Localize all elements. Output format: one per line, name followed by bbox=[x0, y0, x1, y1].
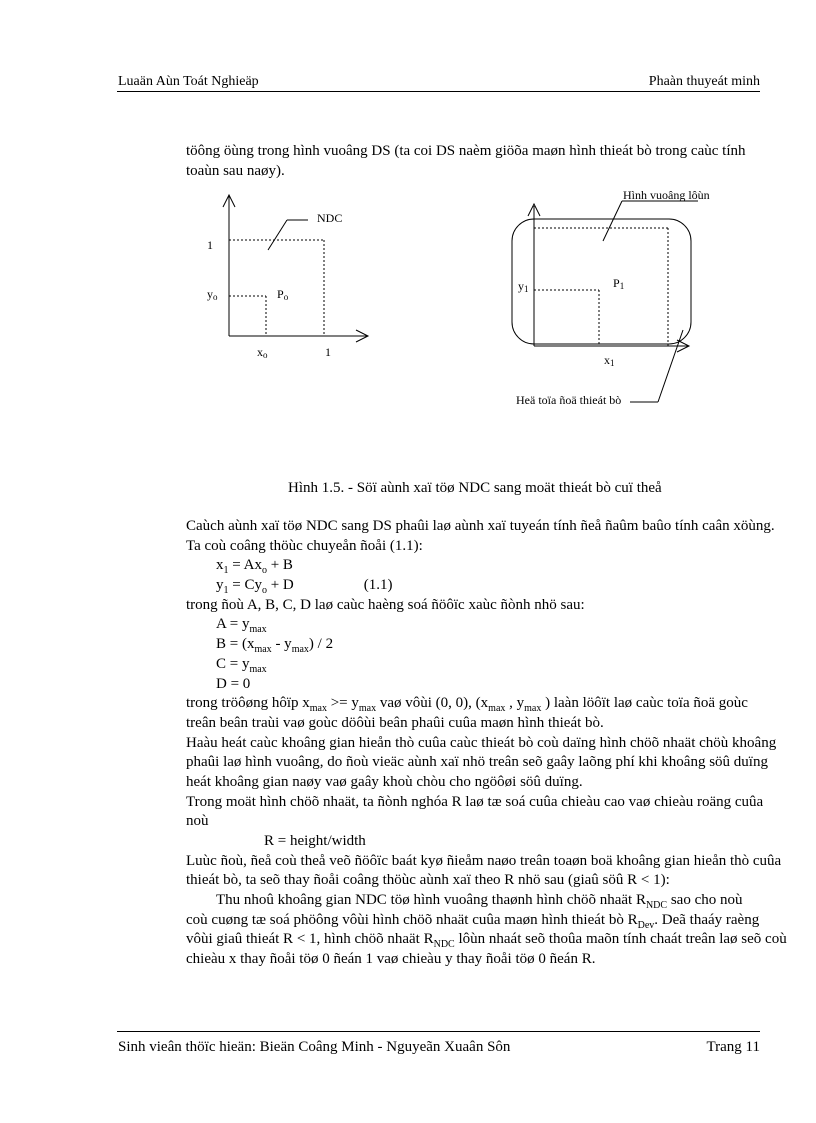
equation-x1: $x_1 = Ax_o + B$ bbox=[216, 557, 293, 577]
body-line: Ta coù coâng thöùc chuyeån ñoåi (1.1): bbox=[186, 537, 423, 554]
definition-d: D = 0 bbox=[216, 675, 251, 692]
body-line: Thu nhoû khoâng gian NDC töø hình vuoâng thaønh hình chöõ nhaät $R_{NDC}$ sao cho noù bbox=[216, 892, 743, 912]
running-header-section: Phaàn thuyeát minh bbox=[648, 74, 760, 89]
yo-label: yo bbox=[207, 287, 218, 302]
definition-c: $C = y_{max}$ bbox=[216, 655, 267, 675]
body-line: vôùi giaû thieát R < 1, hình chöõ nhaät $R_{NDC}$ lôùn nhaát seõ thoûa maõn tính chaát treân laø seõ coù bbox=[186, 931, 787, 951]
x-one-label: 1 bbox=[325, 345, 331, 359]
xo-label: xo bbox=[257, 345, 268, 360]
figure-1-5 bbox=[0, 0, 816, 470]
body-line: Caùch aùnh xaï töø NDC sang DS phaûi laø aùnh xaï tuyeán tính ñeå ñaûm baûo tính caân xöùng. bbox=[186, 518, 775, 534]
x1-label: x1 bbox=[604, 353, 615, 368]
ndc-leader-line bbox=[268, 220, 287, 250]
square-leader-line bbox=[603, 201, 622, 241]
body-line: coù cuøng tæ soá phöông vôùi hình chöõ nhaät cuûa maøn hình thieát bò $R_{Dev}$. Deã thaáy raèng bbox=[186, 911, 760, 931]
po-label: Po bbox=[277, 287, 289, 302]
body-line: noù bbox=[186, 813, 209, 830]
figure-caption: Hình 1.5. - Söï aùnh xaï töø NDC sang moät thieát bò cuï theå bbox=[288, 480, 662, 496]
y-one-label: 1 bbox=[207, 238, 213, 252]
body-text bbox=[186, 517, 787, 970]
ratio-formula: R = height/width bbox=[264, 833, 366, 849]
large-square-label: Hình vuoâng lôùn bbox=[623, 188, 710, 202]
footer-authors: Sinh vieân thöïc hieän: Bieän Coâng Minh - Nguyeãn Xuaân Sôn bbox=[118, 1039, 511, 1055]
footer-rule bbox=[117, 1031, 760, 1032]
p1-label: P1 bbox=[613, 276, 625, 291]
y1-label: y1 bbox=[518, 279, 529, 294]
device-leader-line bbox=[658, 330, 683, 402]
running-header-title: Luaän Aùn Toát Nghieäp bbox=[118, 74, 259, 89]
body-line: Haàu heát caùc khoâng gian hieån thò cuûa caùc thieát bò coù daïng hình chöõ nhaät chöù khoâng bbox=[186, 734, 777, 751]
body-line: phaûi laø hình vuoâng, do ñoù vieäc aùnh xaï nhö treân seõ gaây laõng phí khi khoâng söû duïng bbox=[186, 754, 768, 771]
body-line: treân beân traùi vaø goùc döôùi beân phaûi cuûa maøn hình thieát bò. bbox=[186, 714, 604, 731]
definition-a: $A = y_{max}$ bbox=[216, 616, 267, 636]
body-line: Luùc ñoù, ñeå coù theå veõ ñöôïc baát kyø ñieåm naøo treân toaøn boä khoâng gian hieån thò cuûa bbox=[186, 852, 782, 869]
definition-b: $B = (x_{max} - y_{max}) / 2$ bbox=[216, 636, 334, 656]
intro-line: töông öùng trong hình vuoâng DS (ta coi DS naèm giöõa maøn hình thieát bò trong caùc tính bbox=[186, 143, 746, 159]
device-coordinates-label: Heä toïa ñoä thieát bò bbox=[516, 393, 622, 407]
left-diagram-labels bbox=[207, 211, 342, 360]
equation-number: (1.1) bbox=[363, 577, 393, 594]
right-diagram bbox=[512, 201, 698, 402]
intro-line: toaùn sau naøy). bbox=[186, 162, 285, 179]
left-diagram bbox=[223, 195, 368, 342]
ndc-label: NDC bbox=[317, 211, 343, 225]
device-screen-outline bbox=[512, 219, 691, 344]
body-line: thieát bò, ta seõ thay ñoåi coâng thöùc aùnh xaï theo R nhö sau (giaû söû R < 1): bbox=[186, 872, 670, 889]
body-line: chieàu x thay ñoåi töø 0 ñeán 1 vaø chieàu y thay ñoåi töø 0 ñeán R. bbox=[186, 951, 596, 968]
body-line: heát khoâng gian naøy vaø gaây khoù chòu cho ngöôøi söû duïng. bbox=[186, 773, 583, 790]
body-line: trong tröôøng hôïp $x_{max} >= y_{max}$ vaø vôùi (0, 0), ($x_{max}$ , $y_{max}$ ) laàn löôït laø caùc toïa ñoä goùc bbox=[186, 695, 748, 715]
page-number: Trang 11 bbox=[706, 1039, 760, 1055]
equation-y1: $y_1 = Cy_o + D$ (1.1) bbox=[216, 577, 393, 597]
body-line: Trong moät hình chöõ nhaät, ta ñònh nghóa R laø tæ soá cuûa chieàu cao vaø chieàu roäng cuûa bbox=[186, 793, 764, 810]
body-line: trong ñoù A, B, C, D laø caùc haèng soá ñöôïc xaùc ñònh nhö sau: bbox=[186, 596, 585, 613]
